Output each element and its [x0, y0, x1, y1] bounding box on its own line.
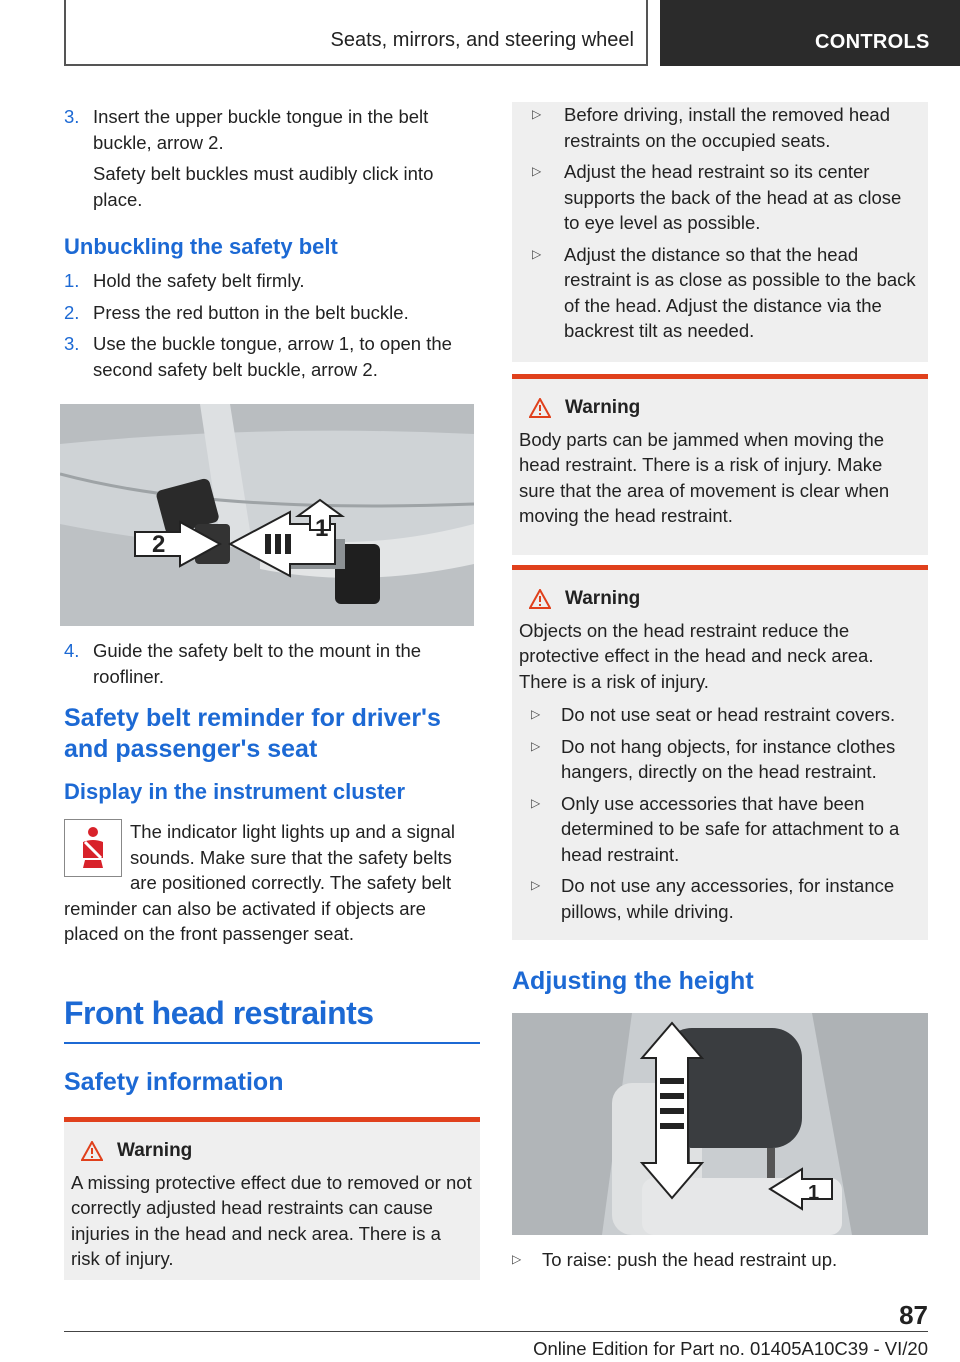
- head-restraint-photo: [512, 1013, 928, 1235]
- triangle-bullet-icon: ▷: [531, 878, 541, 892]
- warning-title: Warning: [565, 396, 641, 418]
- bullet-text: Do not use seat or head restraint covers.: [561, 704, 896, 725]
- triangle-bullet-icon: ▷: [532, 107, 542, 121]
- heading-rule: [64, 1042, 480, 1044]
- list-item: [64, 638, 480, 689]
- triangle-bullet-icon: ▷: [532, 246, 542, 261]
- step-text: Hold the safety belt firmly.: [93, 270, 305, 291]
- list-item: [64, 268, 480, 294]
- warning-box: [64, 1117, 480, 1280]
- warning-text: A missing protective effect due to removed or not correctly adjusted head restraints can cause injuries in the head and neck area. There is a risk of injury.: [71, 1171, 472, 1269]
- page-number: 87: [899, 1300, 928, 1330]
- triangle-bullet-icon: ▷: [531, 795, 541, 810]
- step-number: 3.: [64, 333, 80, 354]
- warning-icon: [81, 1141, 103, 1161]
- warning-header: [71, 1140, 472, 1162]
- triangle-bullet-icon: ▷: [512, 1252, 522, 1266]
- header-chapter: [660, 0, 960, 66]
- list-item: [522, 102, 918, 153]
- list-item: [519, 702, 920, 728]
- front-heading: Front head restraints: [64, 994, 374, 1031]
- height-heading: Adjusting the height: [512, 967, 754, 995]
- section-title: Seats, mirrors, and steering wheel: [330, 29, 634, 51]
- bullet-text: Do not hang objects, for instance clothes hangers, directly on the head restraint.: [561, 735, 896, 782]
- right-column: [512, 104, 928, 1279]
- bullet-text: Only use accessories that have been determined to be safe for attachment to a head restraint.: [561, 792, 900, 865]
- warning-title: Warning: [117, 1139, 193, 1161]
- list-item: [512, 1247, 928, 1273]
- bullet-text: Adjust the head restraint so its center supports the back of the head at as close to eye level as possible.: [564, 161, 902, 233]
- warning-box: [512, 374, 928, 555]
- arrow-label-1: 1: [808, 1182, 820, 1204]
- step-text: Guide the safety belt to the mount in the roofliner.: [93, 640, 422, 687]
- cluster-text: [64, 819, 480, 947]
- edition-text: Online Edition for Part no. 01405A10C39 - VI/20: [533, 1338, 928, 1359]
- step-number: 2.: [64, 301, 80, 323]
- chapter-title: CONTROLS: [815, 31, 930, 53]
- triangle-bullet-icon: ▷: [532, 164, 542, 178]
- list-item: [522, 242, 918, 344]
- warning-icon: [529, 398, 551, 418]
- step-note: Safety belt buckles must audibly click into place.: [93, 163, 434, 210]
- warning-title: Warning: [565, 587, 641, 609]
- reminder-heading: Safety belt reminder for driver's and passenger's seat: [64, 704, 441, 763]
- seatbelt-warning-icon: [64, 819, 122, 877]
- list-item: [519, 734, 920, 785]
- warning-header: [519, 397, 920, 419]
- unbuckle-heading: Unbuckling the safety belt: [64, 234, 338, 259]
- warning-header: [519, 588, 920, 610]
- safety-heading: Safety information: [64, 1067, 284, 1096]
- cluster-text-body: The indicator light lights up and a signal sounds. Make sure that the safety belts are positioned correctly. The safety belt reminder can also be activated if objects are placed on the front passenger seat.: [64, 821, 455, 944]
- arrow-label-1: 1: [315, 515, 329, 542]
- warning-text: Body parts can be jammed when moving the head restraint. There is a risk of injury. Make sure that the area of movement is clear when moving the head restraint.: [519, 428, 890, 526]
- warning-text: Objects on the head restraint reduce the protective effect in the head and neck area. There is a risk of injury.: [519, 619, 874, 692]
- arrow-label-2: 2: [152, 531, 166, 558]
- step-number: 4.: [64, 640, 80, 661]
- step-text: Insert the upper buckle tongue in the belt buckle, arrow 2.: [93, 106, 429, 153]
- list-item: [522, 159, 918, 236]
- header-section: [64, 0, 648, 66]
- step-number: 1.: [64, 270, 80, 291]
- bullet-text: Do not use any accessories, for instance pillows, while driving.: [561, 875, 895, 922]
- left-column: [64, 104, 480, 1280]
- step-number: 3.: [64, 106, 80, 127]
- list-item: [64, 331, 480, 382]
- head-restraint-illustration: [512, 1013, 928, 1235]
- list-item: [519, 873, 920, 924]
- unbuckle-list: [64, 268, 480, 382]
- step-text: Use the buckle tongue, arrow 1, to open the second safety belt buckle, arrow 2.: [93, 333, 452, 380]
- bullet-text: Adjust the distance so that the head restraint is as close as possible to the back of the head. Adjust the distance via the backrest tilt as needed.: [564, 243, 916, 341]
- cluster-heading: Display in the instrument cluster: [64, 779, 406, 804]
- buckle-illustration: [60, 404, 474, 626]
- bullet-text: To raise: push the head restraint up.: [542, 1249, 838, 1270]
- list-item: [519, 791, 920, 868]
- list-item: [64, 300, 480, 326]
- step-text: Press the red button in the belt buckle.: [93, 301, 409, 323]
- footer-rule: [64, 1331, 928, 1332]
- restraint-tips-box: [512, 102, 928, 362]
- list-item: [64, 104, 480, 212]
- seat-belt-buckle-photo: [60, 404, 474, 626]
- bullet-text: Before driving, install the removed head restraints on the occupied seats.: [564, 104, 890, 151]
- warning-box: [512, 565, 928, 941]
- triangle-bullet-icon: ▷: [531, 707, 541, 721]
- warning-icon: [529, 589, 551, 609]
- triangle-bullet-icon: ▷: [531, 738, 541, 753]
